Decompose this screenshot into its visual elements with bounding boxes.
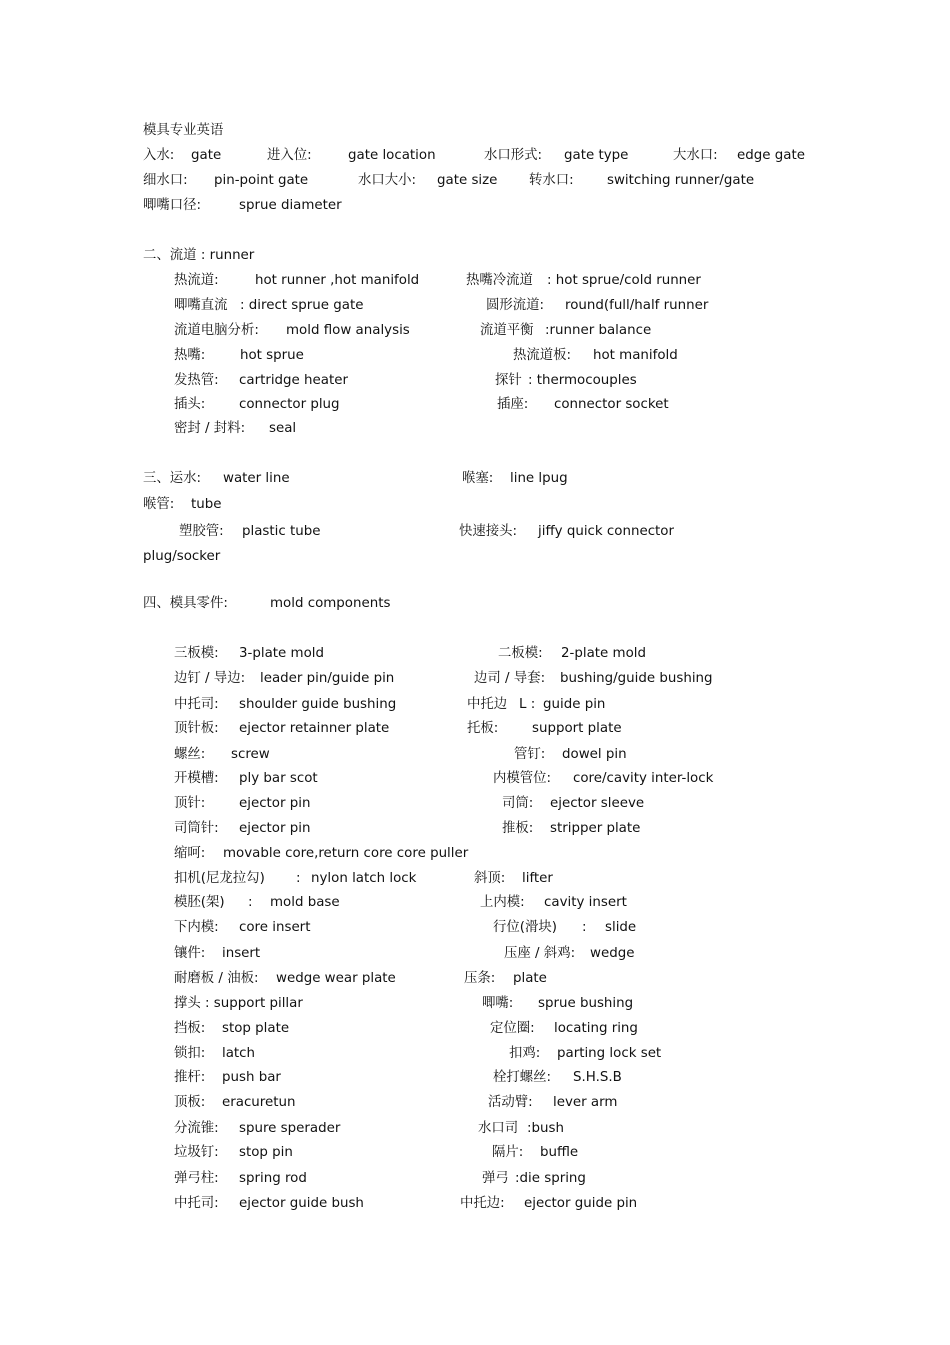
glossary-term: ejector sleeve <box>550 796 645 811</box>
glossary-term: parting lock set <box>557 1046 662 1061</box>
glossary-term: push bar <box>222 1070 281 1085</box>
glossary-term: 耐磨板 / 油板: <box>174 971 259 986</box>
glossary-term: lifter <box>522 871 553 886</box>
glossary-term: 水口司 <box>478 1121 519 1136</box>
glossary-term: 分流锥: <box>174 1121 219 1136</box>
glossary-term: 喉塞: <box>462 471 494 486</box>
glossary-term: 弹弓 <box>482 1171 509 1186</box>
glossary-term: nylon latch lock <box>311 871 417 886</box>
glossary-term: slide <box>605 920 637 935</box>
glossary-term: 3-plate mold <box>239 646 324 661</box>
glossary-term: : <box>248 895 253 910</box>
glossary-term: 插座: <box>497 397 529 412</box>
glossary-term: gate location <box>348 148 436 163</box>
glossary-term: 唧嘴直流 <box>174 298 228 313</box>
glossary-term: lever arm <box>553 1095 618 1110</box>
glossary-term: switching runner/gate <box>607 173 755 188</box>
glossary-term: 边钉 / 导边: <box>174 671 246 686</box>
glossary-term: plate <box>513 971 547 986</box>
glossary-term: latch <box>222 1046 256 1061</box>
glossary-term: 顶针板: <box>174 721 219 736</box>
glossary-term: edge gate <box>737 148 805 163</box>
glossary-term: : <box>296 871 301 886</box>
glossary-term: 中托司: <box>174 697 219 712</box>
glossary-term: L : <box>519 697 536 712</box>
glossary-term: 细水口: <box>143 173 188 188</box>
glossary-term: 挡板: <box>174 1021 206 1036</box>
glossary-term: mold base <box>270 895 340 910</box>
glossary-term: 上内模: <box>480 895 525 910</box>
glossary-term: stop pin <box>239 1145 293 1160</box>
glossary-term: 螺丝: <box>174 747 206 762</box>
glossary-term: 斜顶: <box>474 871 506 886</box>
glossary-term: : direct sprue gate <box>240 298 364 313</box>
glossary-term: 内模管位: <box>493 771 552 786</box>
glossary-term: 镶件: <box>174 946 206 961</box>
glossary-term: ejector guide pin <box>524 1196 638 1211</box>
glossary-term: guide pin <box>543 697 606 712</box>
glossary-term: 热嘴: <box>174 348 206 363</box>
glossary-term: 行位(滑块) <box>493 920 558 935</box>
glossary-term: ejector retainner plate <box>239 721 390 736</box>
glossary-term: 流道电脑分析: <box>174 323 259 338</box>
glossary-term: 下内模: <box>174 920 219 935</box>
glossary-term: 水口形式: <box>484 148 543 163</box>
glossary-term: 大水口: <box>673 148 718 163</box>
glossary-term: mold flow analysis <box>286 323 410 338</box>
glossary-term: : thermocouples <box>528 373 637 388</box>
glossary-term: 管钉: <box>514 747 546 762</box>
glossary-term: 2-plate mold <box>561 646 646 661</box>
glossary-term: ejector guide bush <box>239 1196 364 1211</box>
glossary-term: 喉管: <box>143 497 175 512</box>
glossary-term: connector socket <box>554 397 669 412</box>
glossary-term: 定位圈: <box>490 1021 535 1036</box>
glossary-term: :die spring <box>515 1171 586 1186</box>
glossary-term: ejector pin <box>239 796 311 811</box>
glossary-term: ejector pin <box>239 821 311 836</box>
glossary-term: support plate <box>532 721 622 736</box>
glossary-term: 三、运水: <box>143 471 202 486</box>
glossary-term: plastic tube <box>242 524 321 539</box>
glossary-term: cavity insert <box>544 895 627 910</box>
glossary-term: spure sperader <box>239 1121 341 1136</box>
glossary-term: bushing/guide bushing <box>560 671 713 686</box>
glossary-term: mold components <box>270 596 391 611</box>
glossary-term: cartridge heater <box>239 373 348 388</box>
glossary-term: 隔片: <box>492 1145 524 1160</box>
glossary-term: 快速接头: <box>459 524 518 539</box>
glossary-term: line lpug <box>510 471 568 486</box>
glossary-term: 热嘴冷流道 <box>466 273 533 288</box>
glossary-term: gate size <box>437 173 498 188</box>
glossary-term: S.H.S.B <box>573 1070 622 1085</box>
glossary-term: 缩呵: <box>174 846 206 861</box>
glossary-term: seal <box>269 421 297 436</box>
glossary-term: wedge <box>590 946 635 961</box>
glossary-term: sprue diameter <box>239 198 342 213</box>
glossary-term: 入水: <box>143 148 175 163</box>
glossary-term: round(full/half runner <box>565 298 709 313</box>
glossary-term: sprue bushing <box>538 996 634 1011</box>
glossary-term: 四、模具零件: <box>143 596 228 611</box>
glossary-term: 开模槽: <box>174 771 219 786</box>
glossary-term: 模胚(架) <box>174 895 225 910</box>
glossary-term: 唧嘴: <box>482 996 514 1011</box>
glossary-term: 活动臂: <box>488 1095 533 1110</box>
glossary-term: dowel pin <box>562 747 627 762</box>
glossary-term: 进入位: <box>267 148 312 163</box>
glossary-term: :runner balance <box>545 323 652 338</box>
glossary-term: 压座 / 斜鸡: <box>504 946 576 961</box>
glossary-term: 插头: <box>174 397 206 412</box>
glossary-term: : hot sprue/cold runner <box>547 273 701 288</box>
glossary-term: core/cavity inter-lock <box>573 771 714 786</box>
glossary-term: 三板模: <box>174 646 219 661</box>
glossary-term: eracuretun <box>222 1095 296 1110</box>
glossary-term: leader pin/guide pin <box>260 671 395 686</box>
glossary-term: spring rod <box>239 1171 307 1186</box>
glossary-term: 转水口: <box>529 173 574 188</box>
glossary-term: core insert <box>239 920 311 935</box>
glossary-term: 圆形流道: <box>486 298 545 313</box>
glossary-term: shoulder guide bushing <box>239 697 397 712</box>
glossary-term: 流道平衡 <box>480 323 534 338</box>
glossary-term: hot runner ,hot manifold <box>255 273 420 288</box>
glossary-term: 中托边: <box>460 1196 505 1211</box>
glossary-term: buffle <box>540 1145 579 1160</box>
glossary-term: hot sprue <box>240 348 304 363</box>
glossary-term: 唧嘴口径: <box>143 198 202 213</box>
glossary-term: 扣机(尼龙拉勾) <box>174 871 265 886</box>
glossary-term: ply bar scot <box>239 771 318 786</box>
glossary-term: 边司 / 导套: <box>474 671 546 686</box>
glossary-term: 二、流道 : runner <box>143 248 255 263</box>
glossary-term: wedge wear plate <box>276 971 396 986</box>
glossary-term: movable core,return core core puller <box>223 846 469 861</box>
glossary-term: stop plate <box>222 1021 290 1036</box>
glossary-term: insert <box>222 946 261 961</box>
glossary-term: 顶针: <box>174 796 206 811</box>
glossary-term: locating ring <box>554 1021 638 1036</box>
glossary-term: 托板: <box>467 721 499 736</box>
glossary-term: 栓打螺丝: <box>493 1070 552 1085</box>
glossary-term: 探针 <box>495 373 522 388</box>
glossary-term: 司筒: <box>502 796 534 811</box>
glossary-term: 中托司: <box>174 1196 219 1211</box>
glossary-term: 塑胶管: <box>179 524 224 539</box>
glossary-term: 推板: <box>502 821 534 836</box>
glossary-term: 二板模: <box>498 646 543 661</box>
glossary-term: : <box>582 920 587 935</box>
glossary-term: water line <box>223 471 290 486</box>
glossary-term: plug/socker <box>143 549 221 564</box>
glossary-term: tube <box>191 497 222 512</box>
glossary-term: 推杆: <box>174 1070 206 1085</box>
glossary-term: pin-point gate <box>214 173 309 188</box>
glossary-term: connector plug <box>239 397 340 412</box>
glossary-term: gate type <box>564 148 629 163</box>
glossary-term: 司筒针: <box>174 821 219 836</box>
glossary-term: 密封 / 封料: <box>174 421 246 436</box>
glossary-term: 弹弓柱: <box>174 1171 219 1186</box>
glossary-term: gate <box>191 148 222 163</box>
document-title: 模具专业英语 <box>143 123 224 138</box>
glossary-term: 发热管: <box>174 373 219 388</box>
glossary-term: 锁扣: <box>174 1046 206 1061</box>
glossary-term: :bush <box>527 1121 564 1136</box>
glossary-term: 顶板: <box>174 1095 206 1110</box>
glossary-term: 垃圾钉: <box>174 1145 219 1160</box>
glossary-term: hot manifold <box>593 348 678 363</box>
glossary-term: 扣鸡: <box>509 1046 541 1061</box>
glossary-term: 中托边 <box>467 697 508 712</box>
glossary-term: 热流道板: <box>513 348 572 363</box>
glossary-term: 热流道: <box>174 273 219 288</box>
glossary-term: 水口大小: <box>358 173 417 188</box>
glossary-term: 撑头 : support pillar <box>174 996 303 1011</box>
glossary-term: 压条: <box>464 971 496 986</box>
glossary-term: stripper plate <box>550 821 641 836</box>
glossary-term: jiffy quick connector <box>538 524 675 539</box>
glossary-term: screw <box>231 747 270 762</box>
